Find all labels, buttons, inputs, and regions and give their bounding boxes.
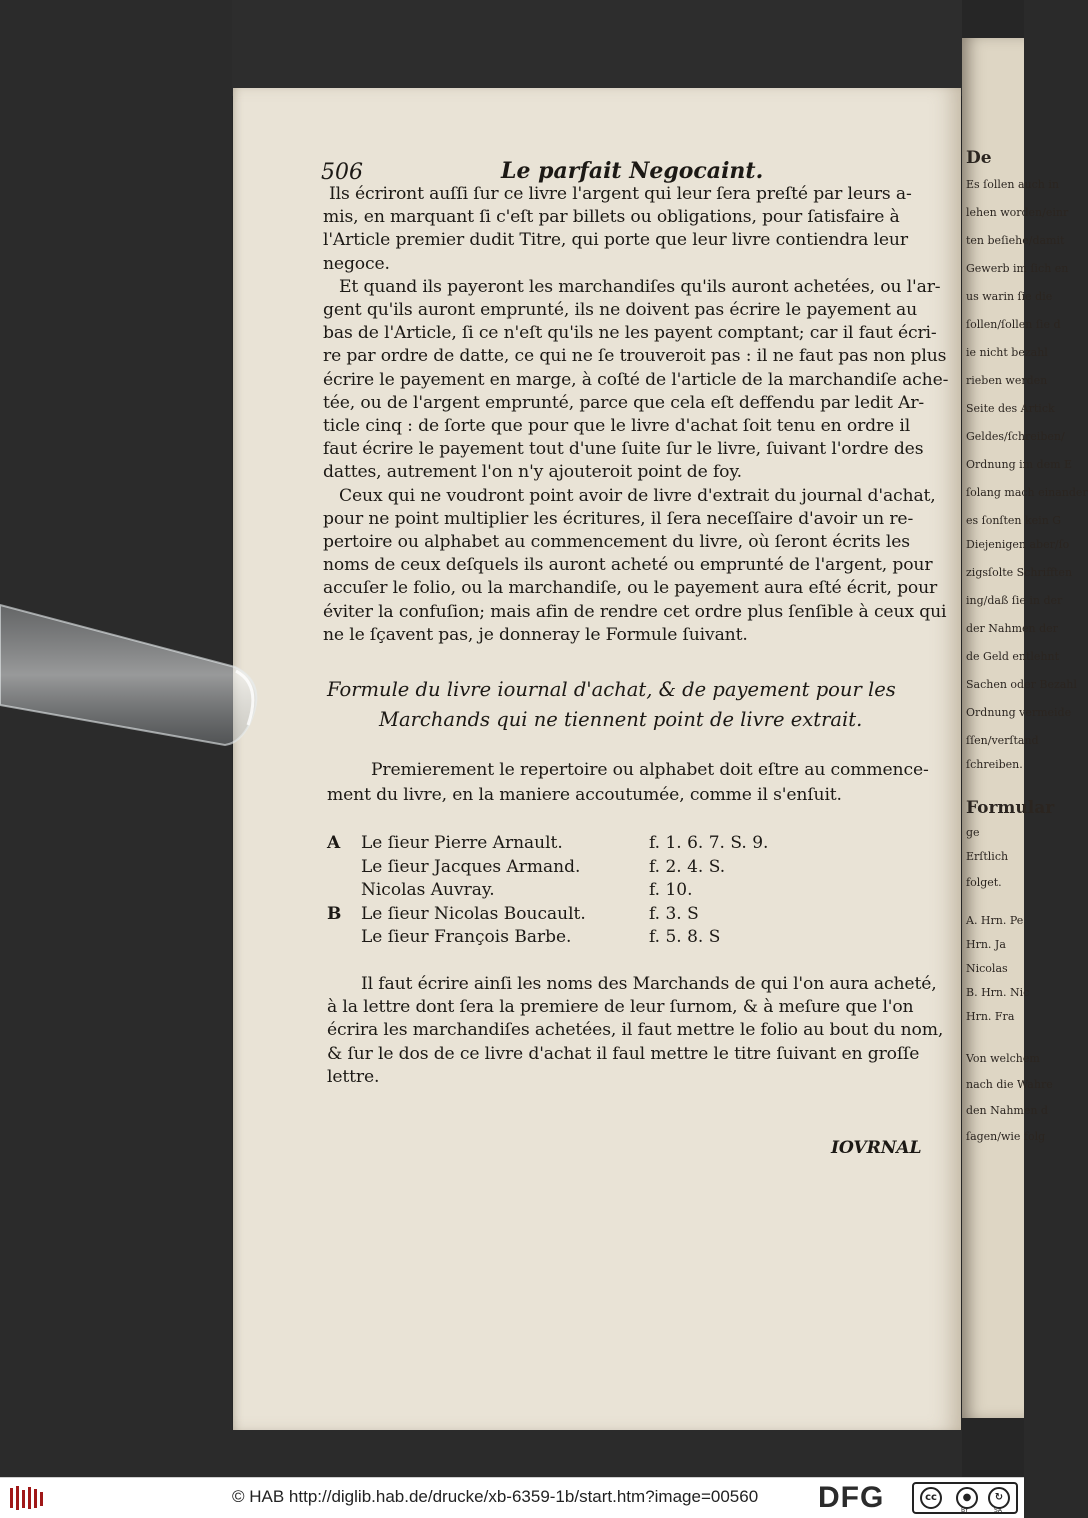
cc-license-badge[interactable] [912,1482,1018,1514]
facing-page-fragment: nach die Wahre [966,1078,1053,1091]
facing-page-fragment: de Geld entlehnt [966,650,1060,663]
index-name: Le ſieur François Barbe. [361,927,572,947]
sa-label: SA [994,1507,1003,1514]
facing-page-fragment: der Nahmen der [966,622,1058,635]
facing-page-fragment: zigsſolte Schrifften [966,566,1073,579]
facing-page-fragment: folget. [966,876,1002,889]
index-name: Nicolas Auvray. [361,880,495,900]
facing-page-fragment: Hrn. Fra [966,1010,1015,1023]
facing-page-fragment: Formular [966,798,1055,818]
body-line: mis, en marquant ſi c'eſt par billets ou obligations, pour ſatisfaire à [323,207,900,228]
facing-page-fragment: Nicolas [966,962,1008,975]
body-line: noms de ceux deſquels ils auront acheté ou emprunté de l'argent, pour [323,555,933,576]
desk-background-top [232,0,962,96]
facing-page-fragment: Es ſollen auch in [966,178,1059,191]
closing-line: & ſur le dos de ce livre d'achat il faul mettre le titre ſuivant en groſſe [327,1043,920,1064]
body-line: bas de l'Article, ſi ce n'eſt qu'ils ne les payent comptant; car il faut écri- [323,323,937,344]
facing-page-fragment: ie nicht bezahl [966,346,1048,359]
facing-page-fragment: ſolang mach einander [966,486,1088,499]
facing-page-fragment: ſchreiben. [966,758,1023,771]
facing-page-fragment: ſagen/wie folg [966,1130,1046,1143]
by-label: BY [961,1507,969,1514]
body-line: ticle cinq : de ſorte que pour que le livre d'achat ſoit tenu en ordre il [323,416,911,436]
intro-line-2: ment du livre, en la maniere accoutumée, comme il s'enſuit. [327,785,842,805]
facing-page-fragment: Hrn. Ja [966,938,1006,951]
facing-page-fragment: A. Hrn. Pe [966,914,1024,927]
facing-page-fragment: Ordnung vermeide [966,706,1072,719]
index-folio: f. 5. 8. S [649,927,721,947]
index-folio: f. 1. 6. 7. S. 9. [649,833,769,853]
closing-line: écrira les marchandiſes achetées, il faut mettre le folio au bout du nom, [327,1020,944,1041]
source-url-link[interactable]: © HAB http://diglib.hab.de/drucke/xb-6359-1b/start.htm?image=00560 [232,1487,759,1506]
body-line: negoce. [323,253,390,274]
body-line: pour ne point multiplier les écritures, il ſera neceſſaire d'avoir un re- [323,508,914,529]
body-line: accuſer le folio, ou la marchandiſe, ou le payement aura eſté écrit, pour [323,578,938,599]
facing-page-fragment: ſſen/verſtand [966,734,1039,747]
dfg-logo: DFG [818,1481,885,1514]
facing-page-fragment: rieben werden [966,374,1048,387]
desk-background-bottom [232,1430,962,1477]
facing-page-fragment: De [966,148,992,168]
library-logo-icon [8,1484,44,1512]
facing-page-fragment: ge [966,826,980,839]
closing-line: Il faut écrire ainſi les noms des Marchands de qui l'on aura acheté, [361,974,937,994]
body-line: faut écrire le payement tout d'une ſuite ſur le livre, ſuivant l'ordre des [323,439,924,460]
book-page [233,88,961,1430]
section-title-line-1: Formule du livre iournal d'achat, & de payement pour les [327,678,896,701]
index-folio: f. 2. 4. S. [649,856,726,877]
facing-page [962,38,1088,1418]
section-title-line-2: Marchands qui ne tiennent point de livre extrait. [379,708,863,731]
body-line: éviter la confuſion; mais afin de rendre cet ordre plus ſenſible à ceux qui [323,601,947,622]
closing-line: à la lettre dont ſera la premiere de leur ſurnom, & à meſure que l'on [327,997,914,1018]
body-line: re par ordre de datte, ce qui ne ſe trouveroit pas : il ne faut pas non plus [323,346,947,367]
body-line: pertoire ou alphabet au commencement du livre, où ſeront écrits les [323,532,910,552]
body-line: dattes, autrement l'on n'y ajouteroit point de foy. [323,462,742,483]
facing-page-fragment: Geldes/ſchreiben/ [966,430,1065,443]
closing-line: lettre. [327,1066,380,1087]
facing-page-fragment: Sachen oder Bezahl [966,678,1077,691]
facing-page-fragment: B. Hrn. Nic [966,986,1030,999]
facing-page-fragment: den Nahmen d [966,1104,1048,1117]
index-letter: B [327,903,342,924]
facing-page-fragment: ten beſiehe/damit [966,234,1065,247]
body-line: gent qu'ils auront emprunté, ils ne doivent pas écrire le payement au [323,300,918,320]
body-line: Et quand ils payeront les marchandiſes qu'ils auront achetées, ou l'ar- [339,276,941,297]
page-number: 506 [321,160,363,185]
index-folio: f. 3. S [649,903,699,924]
intro-line-1: Premierement le repertoire ou alphabet doit eſtre au commence- [371,760,929,780]
facing-page-fragment: es ſonſten kein G [966,514,1062,527]
index-name: Le ſieur Nicolas Boucault. [361,903,586,924]
facing-page-fragment: Diejenigen aber/ſo [966,538,1070,551]
body-line: ne le ſçavent pas, je donneray le Formule ſuivant. [323,624,748,645]
catchword: IOVRNAL [831,1138,922,1158]
facing-page-fragment: ſollen/ſollen ſie d [966,318,1061,331]
sa-icon: ↻ [988,1487,1010,1509]
facing-page-fragment: us warin ſie die [966,290,1053,303]
body-line: Ils écriront auſſi ſur ce livre l'argent qui leur ſera preſté par leurs a- [329,184,912,204]
facing-page-fragment: Ordnung im dem E [966,458,1073,471]
index-name: Le ſieur Pierre Arnault. [361,833,563,853]
body-line: Ceux qui ne voudront point avoir de livre d'extrait du journal d'achat, [339,485,936,506]
index-letter: A [327,833,341,853]
facing-page-fragment: Seite des Artick [966,402,1055,415]
desk-background [0,0,232,1477]
body-line: écrire le payement en marge, à coſté de l'article de la marchandiſe ache- [323,369,949,390]
by-icon: ● [956,1487,978,1509]
facing-page-fragment: Von welchem [966,1052,1040,1065]
body-line: tée, ou de l'argent emprunté, parce que cela eſt deffendu par ledit Ar- [323,392,925,413]
footer-bar [0,1477,1024,1518]
facing-page-fragment: lehen worden/einr [966,206,1069,219]
facing-page-fragment: ing/daß ſie in der [966,594,1063,607]
index-folio: f. 10. [649,880,693,900]
index-name: Le ſieur Jacques Armand. [361,856,581,877]
facing-page-fragment: Gewerb im ſich en [966,262,1069,275]
body-line: l'Article premier dudit Titre, qui porte que leur livre contiendra leur [323,230,908,251]
facing-page-fragment: Erſtlich [966,850,1009,863]
cc-icon: cc [920,1487,942,1509]
running-head: Le parfait Negocaint. [501,158,764,184]
